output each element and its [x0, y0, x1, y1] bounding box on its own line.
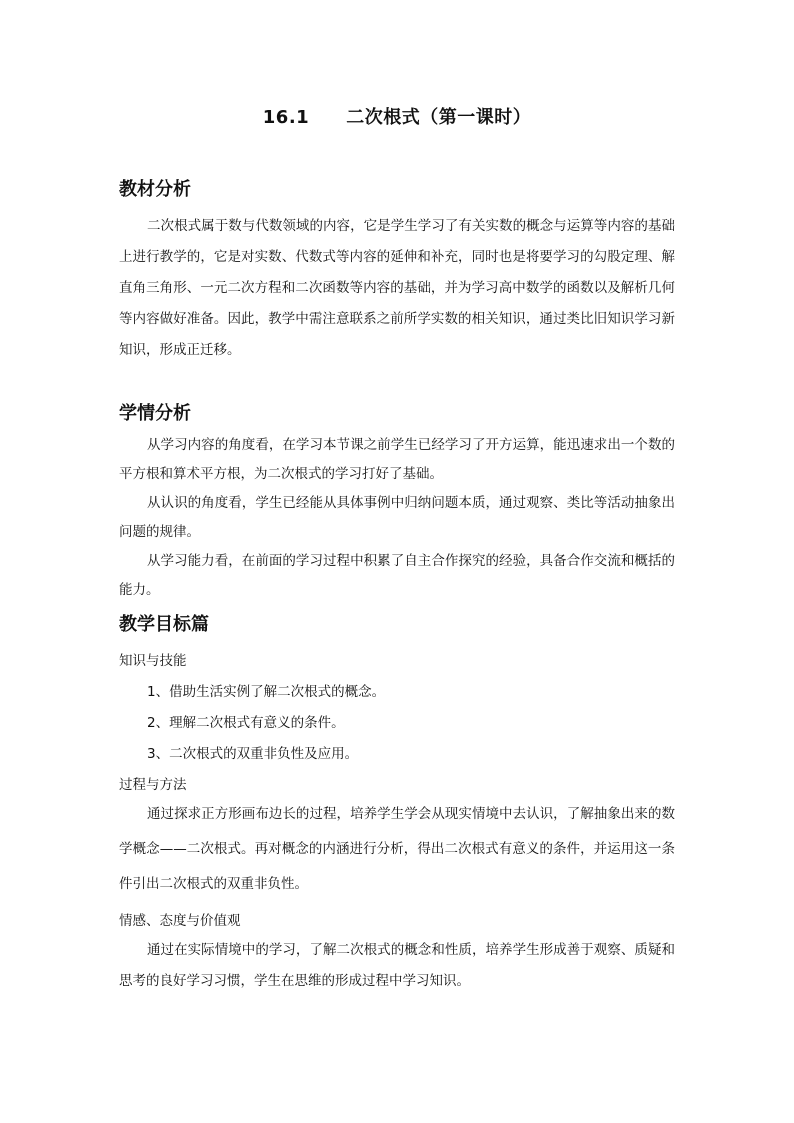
- goal-item-2: 2、理解二次根式有意义的条件。: [147, 715, 345, 731]
- heading-student-analysis: 学情分析: [119, 403, 191, 424]
- paragraph-student-analysis-3: 从学习能力看，在前面的学习过程中积累了自主合作探究的经验，具备合作交流和概括的能力。: [119, 553, 675, 598]
- paragraph-student-analysis-1: 从学习内容的角度看，在学习本节课之前学生已经学习了开方运算，能迅速求出一个数的平方根和算术平方根，为二次根式的学习打好了基础。: [119, 437, 675, 482]
- heading-teaching-goals: 教学目标篇: [119, 614, 209, 635]
- subheading-process-method: 过程与方法: [119, 777, 187, 793]
- paragraph-material-analysis: 二次根式属于数与代数领域的内容，它是学生学习了有关实数的概念与运算等内容的基础上进行教学的，它是对实数、代数式等内容的延伸和补充，同时也是将要学习的勾股定理、解直角三角形、一元二次方程和二次函数等内容的基础，并为学习高中数学的函数以及解析几何等内容做好准备。因此，教学中需注意联系之前所学实数的相关知识，通过类比旧知识学习新知识，形成正迁移。: [119, 218, 675, 358]
- goal-item-3: 3、二次根式的双重非负性及应用。: [147, 746, 359, 762]
- subheading-emotion-attitude-values: 情感、态度与价值观: [119, 913, 241, 929]
- paragraph-process-method: 通过探求正方形画布边长的过程，培养学生学会从现实情境中去认识，了解抽象出来的数学概念——二次根式。再对概念的内涵进行分析，得出二次根式有意义的条件，并运用这一条件引出二次根式的双重非负性。: [119, 806, 675, 892]
- paragraph-emotion-attitude-values: 通过在实际情境中的学习，了解二次根式的概念和性质，培养学生形成善于观察、质疑和思考的良好学习习惯，学生在思维的形成过程中学习知识。: [119, 942, 675, 989]
- page-title: 16.1 二次根式（第一课时）: [262, 107, 532, 128]
- goal-item-1: 1、借助生活实例了解二次根式的概念。: [147, 684, 386, 700]
- paragraph-student-analysis-2: 从认识的角度看，学生已经能从具体事例中归纳问题本质，通过观察、类比等活动抽象出问题的规律。: [119, 495, 675, 540]
- heading-material-analysis: 教材分析: [119, 179, 191, 200]
- subheading-knowledge-skills: 知识与技能: [119, 653, 187, 669]
